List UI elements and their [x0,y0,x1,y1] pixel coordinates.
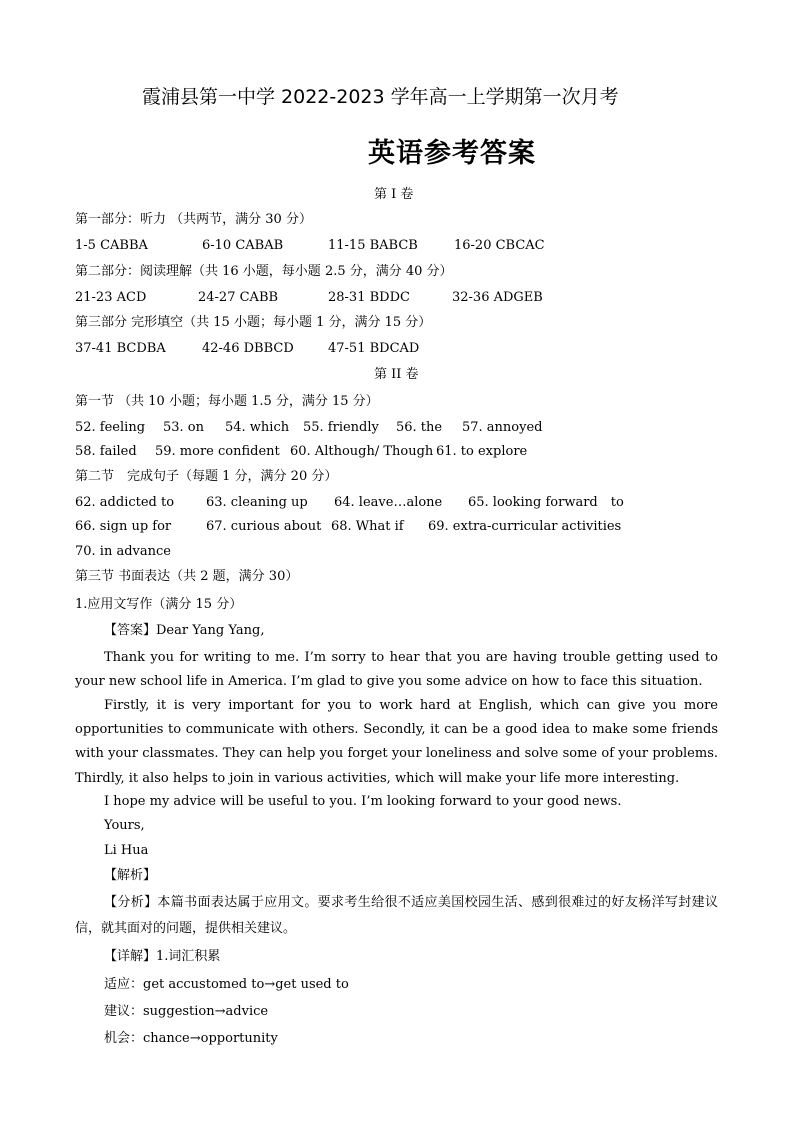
vocab-item: 机会：chance→opportunity [104,1031,278,1046]
analysis-label: 【解析】 [104,868,157,883]
letter-paragraph-2: Firstly, it is very important for you to work hard at English, which can give you more opportunities to communicate with others. Secondly, it can be a good idea to make some friends with your classmates. They can help you forget your loneliness and solve some of your problems. Thirdly, it also helps to join in various activities, which will make your life more interesting. [75,698,718,786]
letter-paragraph-3: I hope my advice will be useful to you. I’m looking forward to your good news. [104,794,622,809]
part1-heading: 第一部分：听力 （共两节，满分 30 分） [75,212,312,227]
answer-item: 68. What if [331,519,404,534]
answer-group: 1-5 CABBA [75,238,148,253]
answer-group: 11-15 BABCB [328,238,418,253]
answer-item: 58. failed [75,444,137,459]
answer-item: 59. more confident [155,444,280,459]
answer-item: 60. Although/ Though [290,444,434,459]
answer-item: 56. the [396,420,443,435]
answer-item: 55. friendly [303,420,379,435]
volume-2-heading: 第 II 卷 [374,367,419,382]
answer-label: 【答案】Dear Yang Yang, [104,623,265,638]
answer-item: 57. annoyed [462,420,543,435]
answer-group: 32-36 ADGEB [452,290,543,305]
answer-item: 64. leave…alone [334,495,443,510]
answer-group: 47-51 BDCAD [328,341,420,356]
part3-heading: 第三部分 完形填空（共 15 小题；每小题 1 分，满分 15 分） [75,315,432,330]
part2-heading: 第二部分：阅读理解（共 16 小题，每小题 2.5 分，满分 40 分） [75,264,453,279]
vocab-item: 建议：suggestion→advice [104,1004,269,1019]
answer-item: 65. looking forward to [468,495,624,510]
volume-1-heading: 第 I 卷 [374,187,414,202]
answer-item: 63. cleaning up [206,495,308,510]
detail-label: 【详解】1.词汇积累 [104,949,221,964]
answer-group: 28-31 BDDC [328,290,410,305]
exam-title: 霞浦县第一中学 2022-2023 学年高一上学期第一次月考 [142,86,619,108]
analysis-text: 【分析】本篇书面表达属于应用文。要求考生给很不适应美国校园生活、感到很难过的好友杨洋写封建议信，就其面对的问题，提供相关建议。 [75,895,718,936]
answer-key-title: 英语参考答案 [368,138,536,169]
answer-group: 6-10 CABAB [202,238,284,253]
answer-item: 53. on [163,420,205,435]
answer-item: 52. feeling [75,420,146,435]
answer-item: 70. in advance [75,544,171,559]
answer-item: 54. which [225,420,290,435]
answer-group: 16-20 CBCAC [454,238,545,253]
letter-signature: Li Hua [104,843,149,858]
answer-group: 24-27 CABB [198,290,279,305]
answer-item: 66. sign up for [75,519,172,534]
letter-paragraph-1: Thank you for writing to me. I’m sorry to hear that you are having trouble getting used to your new school life in America. I’m glad to give you some advice on how to face this situation. [75,650,718,690]
answer-item: 69. extra-curricular activities [428,519,622,534]
answer-item: 61. to explore [436,444,528,459]
answer-item: 67. curious about [206,519,322,534]
section1-heading: 第一节 （共 10 小题；每小题 1.5 分，满分 15 分） [75,394,379,409]
letter-closing: Yours, [104,818,145,833]
answer-item: 62. addicted to [75,495,175,510]
answer-group: 37-41 BCDBA [75,341,166,356]
answer-group: 21-23 ACD [75,290,147,305]
vocab-item: 适应：get accustomed to→get used to [104,977,349,992]
section2-heading: 第二节 完成句子（每题 1 分，满分 20 分） [75,469,338,484]
task1-heading: 1.应用文写作（满分 15 分） [75,597,243,612]
answer-group: 42-46 DBBCD [202,341,294,356]
section3-heading: 第三节 书面表达（共 2 题，满分 30） [75,569,299,584]
